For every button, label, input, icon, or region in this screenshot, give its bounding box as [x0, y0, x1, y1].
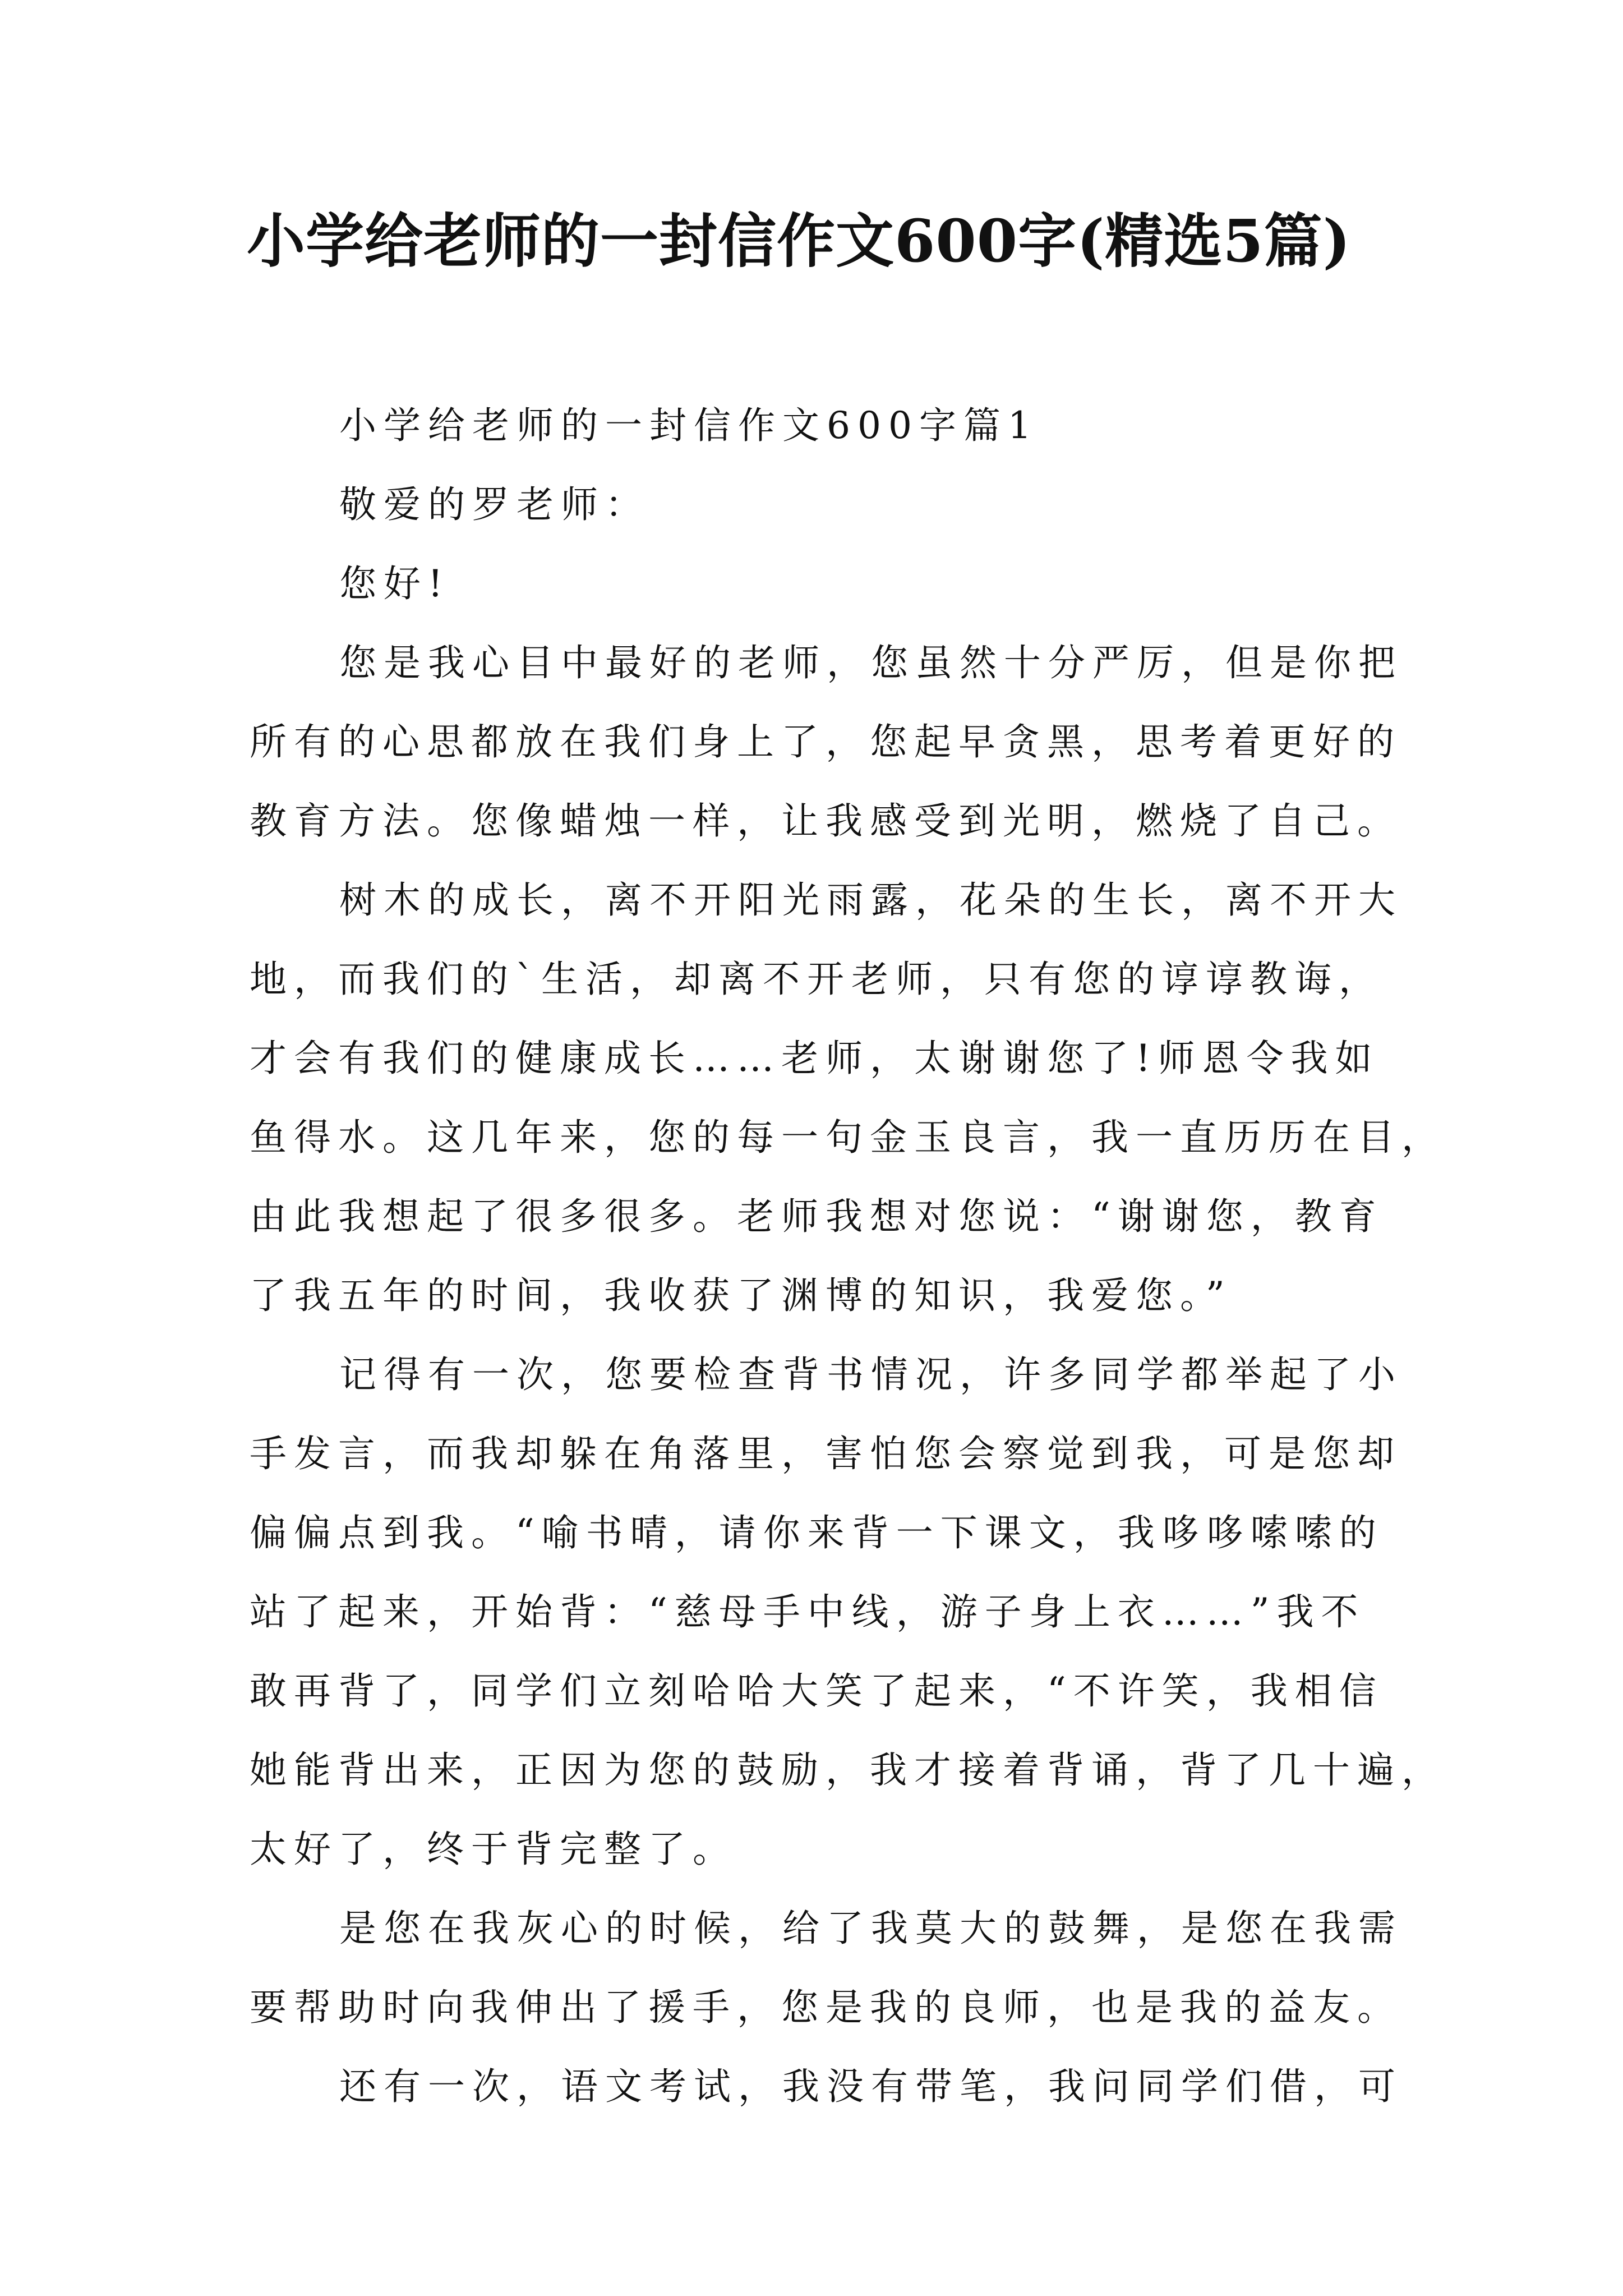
- paragraph-line: 树木的成长，离不开阳光雨露，花朵的生长，离不开大: [339, 878, 1403, 922]
- salutation: 敬爱的罗老师：: [339, 483, 649, 526]
- paragraph-line: 她能背出来，正因为您的鼓励，我才接着背诵，背了几十遍，: [250, 1749, 1446, 1792]
- paragraph-line: 才会有我们的健康成长……老师，太谢谢您了!师恩令我如: [250, 1037, 1380, 1080]
- paragraph-line: 是您在我灰心的时候，给了我莫大的鼓舞，是您在我需: [339, 1907, 1403, 1950]
- greeting: 您好!: [339, 562, 450, 605]
- paragraph-line: 还有一次，语文考试，我没有带笔，我问同学们借，可: [339, 2065, 1403, 2108]
- paragraph-line: 鱼得水。这几年来，您的每一句金玉良言，我一直历历在目，: [250, 1116, 1446, 1159]
- document-title: 小学给老师的一封信作文600字(精选5篇): [247, 206, 1351, 275]
- paragraph-line: 手发言，而我却躲在角落里，害怕您会察觉到我，可是您却: [250, 1432, 1401, 1475]
- paragraph-line: 所有的心思都放在我们身上了，您起早贪黑，思考着更好的: [250, 720, 1401, 763]
- paragraph-line: 了我五年的时间，我收获了渊博的知识，我爱您。”: [250, 1274, 1232, 1317]
- document-body: [250, 386, 1446, 2126]
- paragraph-line: 偏偏点到我。“喻书晴，请你来背一下课文，我哆哆嗦嗦的: [250, 1511, 1384, 1554]
- paragraph-line: 教育方法。您像蜡烛一样，让我感受到光明，燃烧了自己。: [250, 799, 1401, 843]
- paragraph-line: 敢再背了，同学们立刻哈哈大笑了起来，“不许笑，我相信: [250, 1669, 1384, 1713]
- paragraph-line: 站了起来，开始背：“慈母手中线，游子身上衣……”我不: [250, 1590, 1366, 1634]
- paragraph-line: 要帮助时向我伸出了援手，您是我的良师，也是我的益友。: [250, 1986, 1401, 2029]
- paragraph-line: 您是我心目中最好的老师，您虽然十分严厉，但是你把: [339, 641, 1403, 684]
- paragraph-line: 由此我想起了很多很多。老师我想对您说：“谢谢您，教育: [250, 1195, 1384, 1238]
- paragraph-line: 太好了，终于背完整了。: [250, 1828, 737, 1871]
- section-heading: 小学给老师的一封信作文600字篇1: [339, 404, 1039, 447]
- paragraph-line: 记得有一次，您要检查背书情况，许多同学都举起了小: [339, 1353, 1403, 1396]
- paragraph-line: 地，而我们的`生活，却离不开老师，只有您的谆谆教诲，: [250, 958, 1383, 1001]
